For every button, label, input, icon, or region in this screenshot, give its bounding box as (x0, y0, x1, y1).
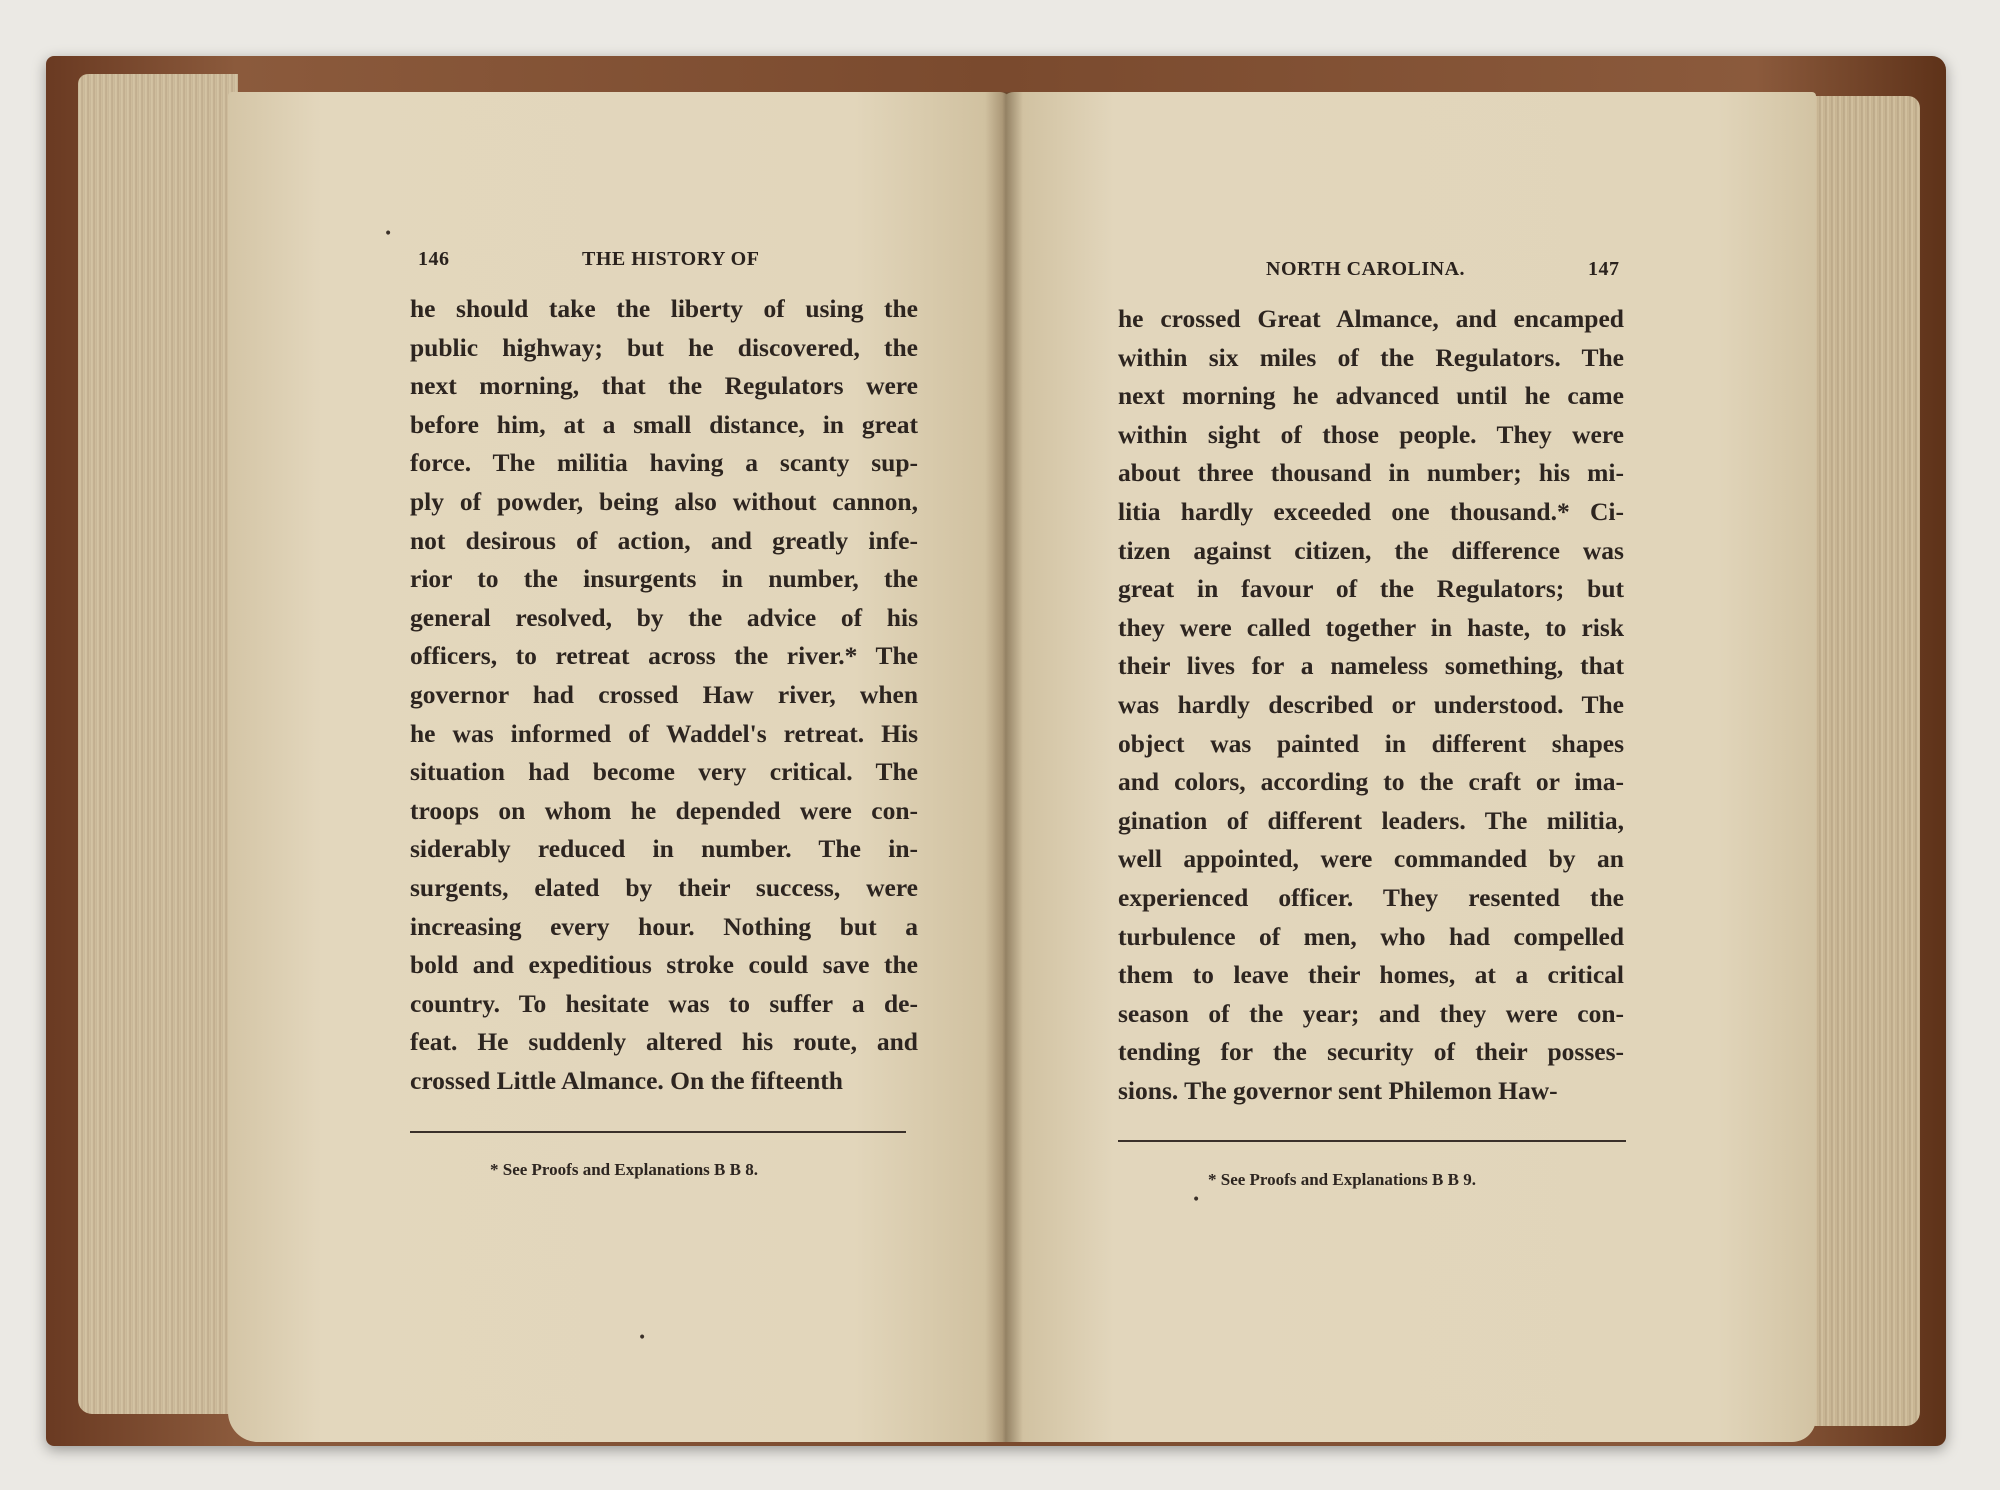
text-line: next morning, that the Regulators were (410, 371, 918, 401)
text-line: situation had become very critical. The (410, 757, 918, 787)
text-line: general resolved, by the advice of his (410, 602, 918, 632)
text-line: rior to the insurgents in number, the (410, 564, 918, 594)
text-line: sions. The governor sent Philemon Haw- (1118, 1075, 1558, 1105)
text-line: litia hardly exceeded one thousand.* Ci- (1118, 496, 1624, 526)
text-line: their lives for a nameless something, that (1118, 651, 1624, 681)
left-page-number: 146 (418, 248, 450, 270)
text-line: season of the year; and they were con- (1118, 998, 1624, 1028)
text-line: increasing every hour. Nothing but a (410, 911, 918, 941)
text-line: next morning he advanced until he came (1118, 381, 1624, 411)
text-line: country. To hesitate was to suffer a de- (410, 988, 918, 1018)
ink-speck: • (384, 226, 393, 242)
text-line: tizen against citizen, the difference was (1118, 535, 1624, 565)
text-line: they were called together in haste, to risk (1118, 612, 1624, 642)
ink-speck: • (1192, 1192, 1201, 1208)
text-line: crossed Little Almance. On the fifteenth (410, 1065, 843, 1095)
left-footnote-rule (410, 1131, 906, 1133)
left-footnote: * See Proofs and Explanations B B 8. (490, 1160, 758, 1179)
right-running-head: NORTH CAROLINA. (1266, 258, 1466, 280)
text-line: governor had crossed Haw river, when (410, 679, 918, 709)
text-line: troops on whom he depended were con- (410, 795, 918, 825)
text-line: within six miles of the Regulators. The (1118, 342, 1624, 372)
left-page-body (410, 290, 918, 1100)
text-line: about three thousand in number; his mi- (1118, 458, 1624, 488)
text-line: he crossed Great Almance, and encamped (1118, 304, 1624, 333)
text-line: within sight of those people. They were (1118, 419, 1624, 449)
text-line: great in favour of the Regulators; but (1118, 574, 1624, 604)
text-line: was hardly described or understood. The (1118, 689, 1624, 719)
text-line: officers, to retreat across the river.* The (410, 641, 918, 671)
page-edges-left (78, 74, 238, 1414)
text-line: feat. He suddenly altered his route, and (410, 1027, 918, 1057)
text-line: experienced officer. They resented the (1118, 882, 1624, 912)
ink-speck: • (638, 1330, 647, 1346)
book-gutter (985, 92, 1023, 1442)
text-line: them to leave their homes, at a critical (1118, 960, 1624, 990)
right-page-number: 147 (1588, 258, 1620, 280)
text-line: ply of powder, being also without cannon, (410, 486, 918, 516)
text-line: before him, at a small distance, in great (410, 409, 918, 439)
text-line: object was painted in different shapes (1118, 728, 1624, 758)
text-line: turbulence of men, who had compelled (1118, 921, 1624, 951)
text-line: and colors, according to the craft or ima- (1118, 767, 1624, 797)
page-edges-right (1800, 96, 1920, 1426)
text-line: force. The militia having a scanty sup- (410, 448, 918, 478)
text-line: he should take the liberty of using the (410, 294, 918, 323)
text-line: siderably reduced in number. The in- (410, 834, 918, 864)
right-footnote-rule (1118, 1140, 1626, 1142)
right-page-body (1118, 300, 1624, 1110)
left-running-head: THE HISTORY OF (582, 248, 760, 270)
text-line: tending for the security of their posses- (1118, 1037, 1624, 1067)
text-line: not desirous of action, and greatly infe- (410, 525, 918, 555)
right-footnote: * See Proofs and Explanations B B 9. (1208, 1170, 1476, 1189)
text-line: bold and expeditious stroke could save the (410, 950, 918, 980)
text-line: well appointed, were commanded by an (1118, 844, 1624, 874)
text-line: gination of different leaders. The militia, (1118, 805, 1624, 835)
text-line: he was informed of Waddel's retreat. His (410, 718, 918, 748)
text-line: public highway; but he discovered, the (410, 332, 918, 362)
text-line: surgents, elated by their success, were (410, 872, 918, 902)
